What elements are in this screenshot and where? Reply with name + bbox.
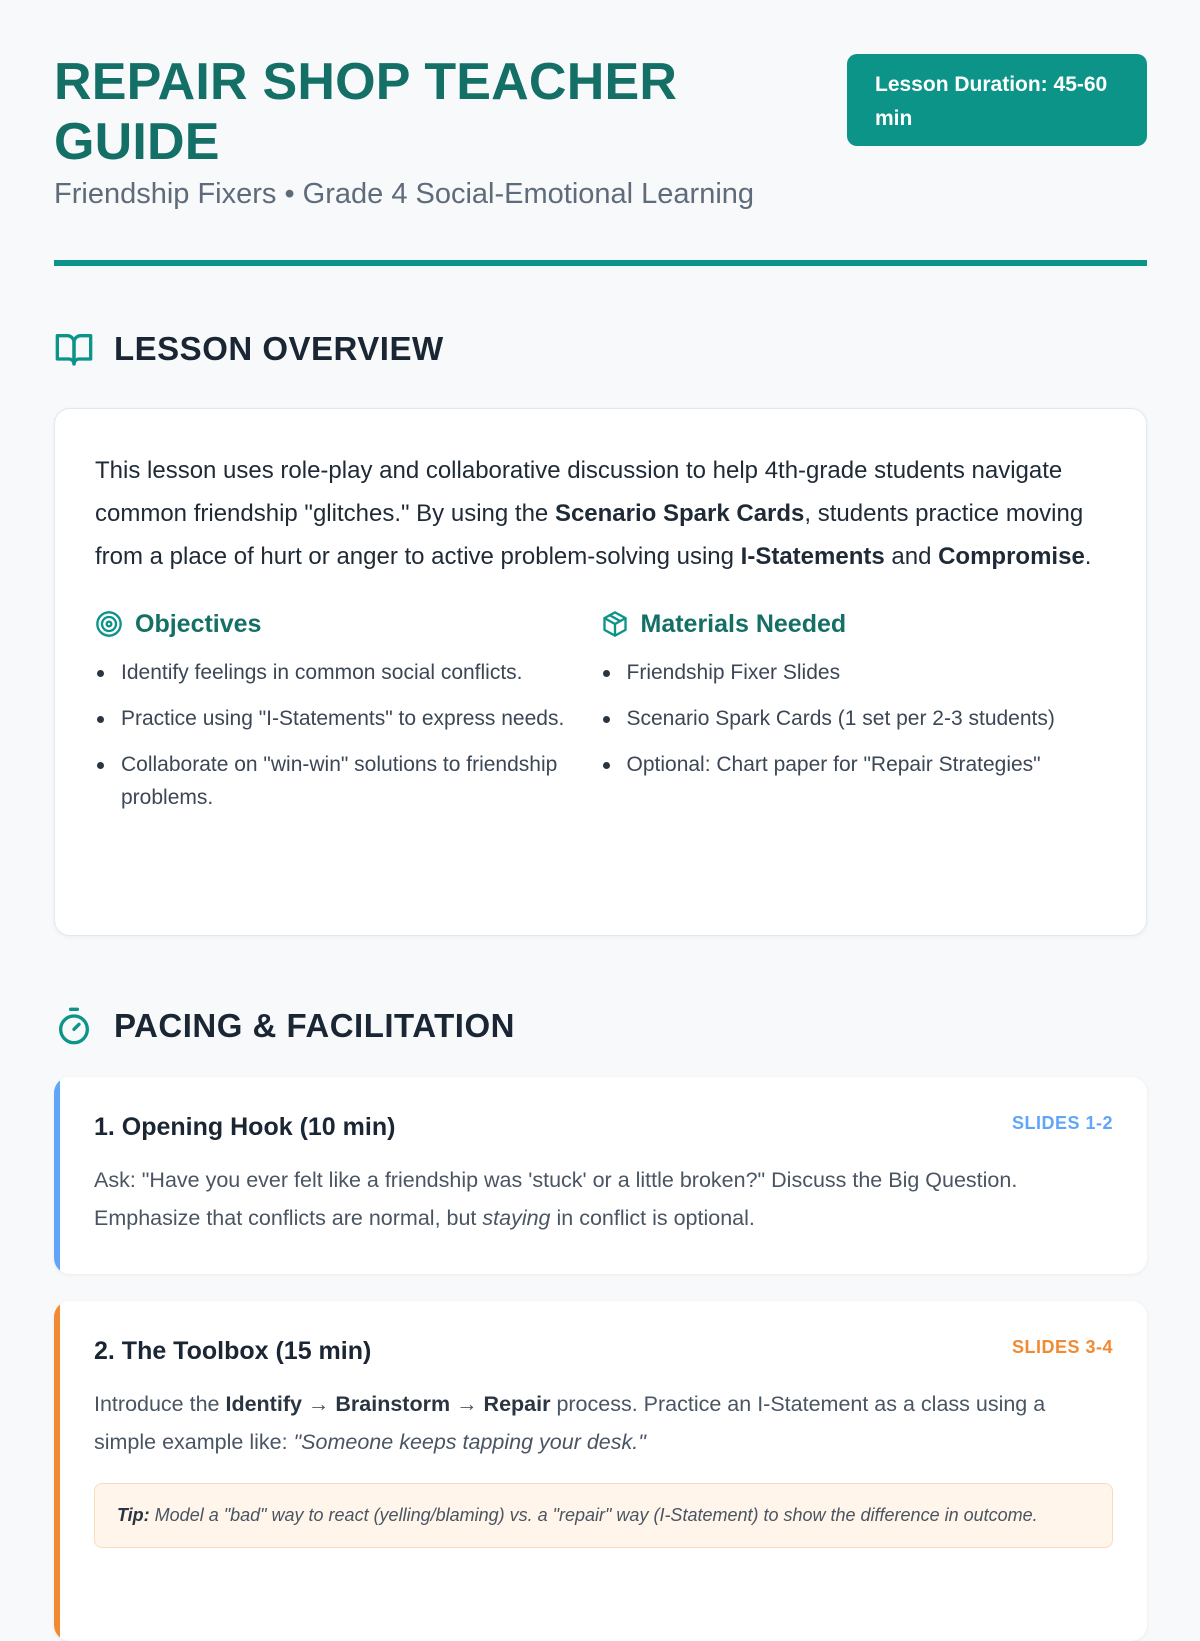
header-divider [54, 260, 1147, 266]
list-item: Optional: Chart paper for "Repair Strategies" [601, 748, 1107, 781]
step-title: 1. Opening Hook (10 min) [94, 1113, 396, 1141]
step-example: "Someone keeps tapping your desk." [293, 1430, 646, 1454]
pacing-step-2 [54, 1301, 1147, 1641]
list-item: Practice using "I-Statements" to express needs. [95, 702, 601, 735]
intro-text: , students practice moving from a place of hurt or anger to active problem-solving using [95, 500, 1084, 570]
step-text: in conflict is optional. [550, 1206, 755, 1230]
materials-column [601, 608, 1107, 827]
overview-heading: LESSON OVERVIEW [114, 330, 444, 367]
teacher-guide-page [54, 0, 1147, 1525]
list-item: Scenario Spark Cards (1 set per 2-3 students) [601, 702, 1107, 735]
objectives-list [95, 656, 601, 814]
process-step-brainstorm: Brainstorm [335, 1392, 451, 1416]
materials-heading: Materials Needed [640, 609, 847, 638]
tip-callout [94, 1483, 1113, 1548]
materials-list [601, 656, 1107, 781]
intro-text: and [884, 543, 939, 570]
arrow-right-icon: → [450, 1392, 484, 1416]
overview-card [54, 408, 1147, 936]
overview-columns [95, 608, 1106, 827]
step-body [94, 1161, 1113, 1237]
lesson-duration-badge: Lesson Duration: 45-60 min [847, 54, 1147, 146]
step-slides-label: SLIDES 1-2 [1011, 1113, 1113, 1133]
list-item: Friendship Fixer Slides [601, 656, 1107, 689]
step-text: Introduce the [94, 1392, 226, 1416]
materials-header [601, 608, 1107, 640]
page-header [54, 0, 1147, 268]
book-open-icon [54, 329, 94, 369]
overview-intro [95, 449, 1106, 578]
tip-label: Tip: [117, 1505, 150, 1525]
intro-text: This lesson uses role-play and collaborative discussion to help 4th-grade students navigate common friendship "glitches." By using the [95, 457, 1063, 527]
step-body [94, 1385, 1113, 1461]
package-icon [601, 610, 629, 638]
objectives-column [95, 608, 601, 827]
list-item: Identify feelings in common social conflicts. [95, 656, 601, 689]
step-text: process. Practice an I-Statement as a class using a simple example like: [94, 1392, 1046, 1454]
step-header [94, 1111, 1113, 1143]
intro-text: . [1084, 543, 1092, 570]
objectives-header [95, 608, 601, 640]
arrow-right-icon: → [301, 1392, 336, 1416]
step-emphasis: staying [482, 1206, 551, 1230]
page-title: REPAIR SHOP TEACHER GUIDE [54, 53, 678, 171]
process-step-repair: Repair [483, 1392, 551, 1416]
overview-section-heading [54, 329, 444, 369]
process-step-identify: Identify [225, 1392, 302, 1416]
step-slides-label: SLIDES 3-4 [1011, 1337, 1113, 1357]
objectives-heading: Objectives [135, 609, 262, 638]
tip-text: Model a "bad" way to react (yelling/blaming) vs. a "repair" way (I-Statement) to show the difference in outcome. [149, 1505, 1038, 1525]
intro-emphasis-cards: Scenario Spark Cards [554, 500, 805, 527]
step-header [94, 1335, 1113, 1367]
target-icon [95, 610, 123, 638]
intro-emphasis-compromise: Compromise [938, 543, 1085, 570]
pacing-step-1 [54, 1077, 1147, 1274]
intro-emphasis-istatements: I-Statements [740, 543, 885, 570]
step-title: 2. The Toolbox (15 min) [94, 1337, 372, 1365]
pacing-heading: PACING & FACILITATION [114, 1007, 515, 1044]
list-item: Collaborate on "win-win" solutions to friendship problems. [95, 748, 601, 814]
pacing-section-heading [54, 1006, 515, 1046]
page-subtitle: Friendship Fixers • Grade 4 Social-Emotional Learning [54, 178, 755, 210]
step-text: Ask: "Have you ever felt like a friendship was 'stuck' or a little broken?" Discuss the Big Question. Emphasize that conflicts are normal, but [94, 1168, 1018, 1230]
timer-icon [54, 1006, 94, 1046]
